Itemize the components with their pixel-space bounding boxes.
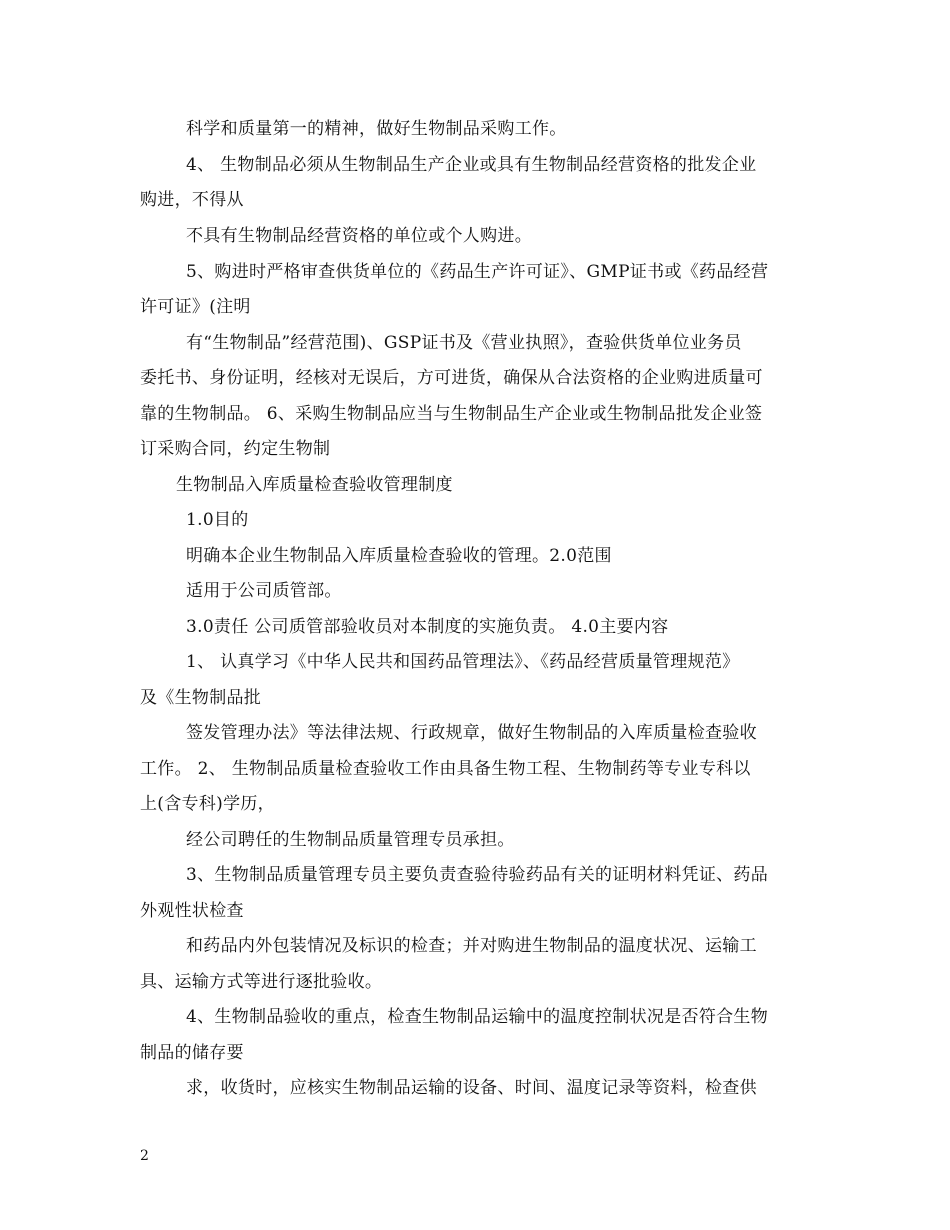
paragraph-line: 科学和质量第一的精神，做好生物制品采购工作。 xyxy=(186,119,567,139)
paragraph-line: 及《生物制品批 xyxy=(140,688,262,708)
paragraph-line: 和药品内外包装情况及标识的检查；并对购进生物制品的温度状况、运输工 xyxy=(186,936,757,956)
paragraph-line: 委托书、身份证明，经核对无误后，方可进货，确保从合法资格的企业购进质量可 xyxy=(140,368,763,388)
paragraph-line: 1.0目的 xyxy=(186,510,249,530)
paragraph-line: 上(含专科)学历， xyxy=(140,794,275,814)
paragraph-line: 工作。 2、 生物制品质量检查验收工作由具备生物工程、生物制药等专业专科以 xyxy=(140,759,751,779)
paragraph-line: 明确本企业生物制品入库质量检查验收的管理。2.0范围 xyxy=(186,546,612,566)
paragraph-line: 3.0责任 公司质管部验收员对本制度的实施负责。 4.0主要内容 xyxy=(186,617,669,637)
section-heading: 生物制品入库质量检查验收管理制度 xyxy=(176,475,453,495)
paragraph-line: 不具有生物制品经营资格的单位或个人购进。 xyxy=(186,226,532,246)
paragraph-line: 签发管理办法》等法律法规、行政规章，做好生物制品的入库质量检查验收 xyxy=(186,723,757,743)
paragraph-line: 制品的储存要 xyxy=(140,1043,244,1063)
paragraph-line: 许可证》(注明 xyxy=(140,297,251,317)
paragraph-line: 4、 生物制品必须从生物制品生产企业或具有生物制品经营资格的批发企业 xyxy=(186,155,757,175)
paragraph-line: 经公司聘任的生物制品质量管理专员承担。 xyxy=(186,830,515,850)
page-number: 2 xyxy=(140,1148,149,1164)
paragraph-line: 1、 认真学习《中华人民共和国药品管理法》、《药品经营质量管理规范》 xyxy=(186,652,740,672)
paragraph-line: 购进，不得从 xyxy=(140,190,244,210)
paragraph-line: 求，收货时，应核实生物制品运输的设备、时间、温度记录等资料，检查供 xyxy=(186,1078,757,1098)
paragraph-line: 4、生物制品验收的重点，检查生物制品运输中的温度控制状况是否符合生物 xyxy=(186,1007,769,1027)
paragraph-line: 有“生物制品”经营范围)、GSP证书及《营业执照》，查验供货单位业务员 xyxy=(186,333,742,353)
paragraph-line: 靠的生物制品。 6、采购生物制品应当与生物制品生产企业或生物制品批发企业签 xyxy=(140,404,763,424)
paragraph-line: 订采购合同，约定生物制 xyxy=(140,439,331,459)
paragraph-line: 5、购进时严格审查供货单位的《药品生产许可证》、GMP证书或《药品经营 xyxy=(186,262,769,282)
paragraph-line: 外观性状检查 xyxy=(140,901,244,921)
paragraph-line: 3、生物制品质量管理专员主要负责查验待验药品有关的证明材料凭证、药品 xyxy=(186,865,769,885)
paragraph-line: 适用于公司质管部。 xyxy=(186,581,342,601)
paragraph-line: 具、运输方式等进行逐批验收。 xyxy=(140,972,383,992)
